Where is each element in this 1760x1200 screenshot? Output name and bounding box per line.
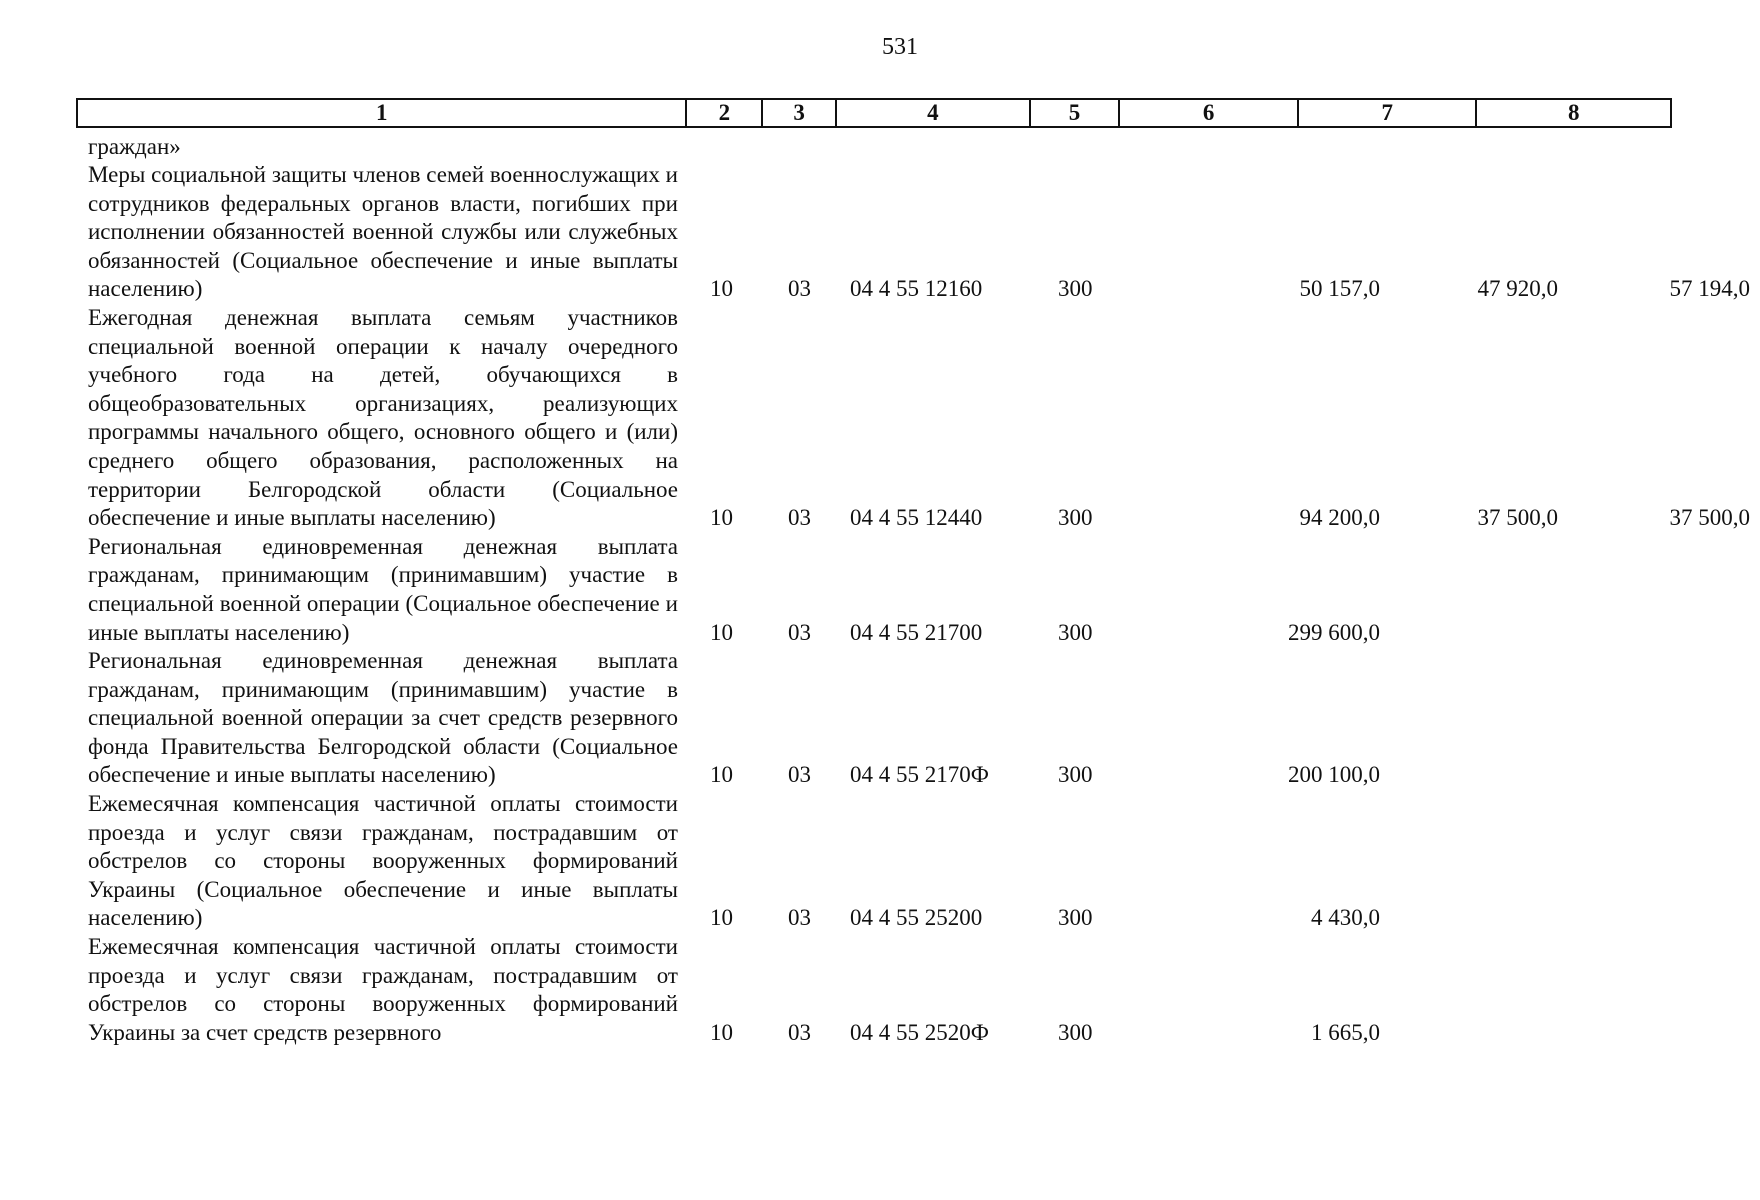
row-subsection: 03	[788, 619, 811, 645]
page-number: 531	[882, 34, 918, 60]
row-amount-col8: 57 194,0	[1669, 276, 1750, 302]
table-row	[88, 790, 1668, 933]
row-amount-col6: 4 430,0	[1311, 905, 1380, 931]
row-target-code: 04 4 55 25200	[850, 905, 983, 931]
row-amount-col8	[1558, 619, 1750, 648]
column-header-8: 8	[1567, 100, 1580, 125]
column-header-7: 7	[1299, 100, 1478, 126]
column-header-3: 3	[763, 100, 837, 126]
row-section: 10	[710, 619, 733, 645]
continuation-text: граждан»	[88, 134, 181, 159]
row-subsection: 03	[788, 276, 811, 302]
row-amount-col7	[1378, 619, 1558, 648]
row-amount-col7	[1378, 761, 1558, 790]
row-description: Ежегодная денежная выплата семьям участников специальной военной операции к началу очередного учебного года на детей, обучающихся в общеобразовательных организациях, реализующих программы начального общего, основного общего и (или) среднего общего образования, расположенных на территории Белгородской области (Социальное обеспечение и иные выплаты населению)	[88, 304, 678, 531]
row-description: Ежемесячная компенсация частичной оплаты стоимости проезда и услуг связи гражданам, пострадавшим от обстрелов со стороны вооруженных формирований Украины (Социальное обеспечение и иные выплаты населению)	[88, 791, 678, 931]
row-amount-col7	[1378, 904, 1558, 933]
row-amount-col6: 1 665,0	[1311, 1019, 1380, 1045]
row-amount-col7	[1378, 1019, 1558, 1048]
row-amount-col7: 37 500,0	[1477, 505, 1558, 531]
column-header-4: 4	[837, 100, 1031, 126]
row-amount-col8: 37 500,0	[1669, 505, 1750, 531]
row-target-code: 04 4 55 2520Ф	[850, 1019, 989, 1045]
row-section: 10	[710, 505, 733, 531]
row-amount-col7: 47 920,0	[1477, 276, 1558, 302]
table-row	[88, 533, 1668, 647]
row-amount-col6: 50 157,0	[1299, 276, 1380, 302]
row-amount-col6: 200 100,0	[1288, 762, 1380, 788]
row-description: Региональная единовременная денежная выплата гражданам, принимающим (принимавшим) участие в специальной военной операции за счет средств резервного фонда Правительства Белгородской области (Социальное обеспечение и иные выплаты населению)	[88, 648, 678, 788]
row-amount-col6: 299 600,0	[1288, 619, 1380, 645]
row-subsection: 03	[788, 505, 811, 531]
row-section: 10	[710, 905, 733, 931]
table-row	[88, 161, 1750, 304]
table-body	[88, 132, 1750, 1047]
row-target-code: 04 4 55 21700	[850, 619, 983, 645]
row-section: 10	[710, 1019, 733, 1045]
table-row	[88, 933, 1668, 1047]
row-expense-type: 300	[1058, 905, 1093, 931]
row-subsection: 03	[788, 1019, 811, 1045]
row-subsection: 03	[788, 762, 811, 788]
row-target-code: 04 4 55 12440	[850, 505, 983, 531]
row-section: 10	[710, 276, 733, 302]
row-expense-type: 300	[1058, 619, 1093, 645]
row-amount-col6: 94 200,0	[1299, 505, 1380, 531]
column-header-6: 6	[1120, 100, 1299, 126]
row-target-code: 04 4 55 2170Ф	[850, 762, 989, 788]
row-expense-type: 300	[1058, 1019, 1093, 1045]
row-description: Меры социальной защиты членов семей военнослужащих и сотрудников федеральных органов власти, погибших при исполнении обязанностей военной службы или служебных обязанностей (Социальное обеспечение и иные выплаты населению)	[88, 162, 678, 302]
column-header-1: 1	[78, 100, 687, 126]
table-row	[88, 304, 1750, 533]
row-section: 10	[710, 762, 733, 788]
row-subsection: 03	[788, 905, 811, 931]
row-expense-type: 300	[1058, 505, 1093, 531]
row-amount-col8	[1558, 761, 1750, 790]
table-row	[88, 647, 1668, 790]
column-header-2: 2	[687, 100, 763, 126]
row-amount-col8	[1558, 904, 1750, 933]
column-header-5: 5	[1031, 100, 1121, 126]
table-header-row	[76, 98, 1672, 128]
row-description: Региональная единовременная денежная выплата гражданам, принимающим (принимавшим) участие в специальной военной операции (Социальное обеспечение и иные выплаты населению)	[88, 533, 678, 645]
row-expense-type: 300	[1058, 276, 1093, 302]
row-target-code: 04 4 55 12160	[850, 276, 983, 302]
row-amount-col8	[1558, 1019, 1750, 1048]
row-description: Ежемесячная компенсация частичной оплаты стоимости проезда и услуг связи гражданам, пострадавшим от обстрелов со стороны вооруженных формирований Украины за счет средств резервного	[88, 934, 678, 1045]
row-expense-type: 300	[1058, 762, 1093, 788]
